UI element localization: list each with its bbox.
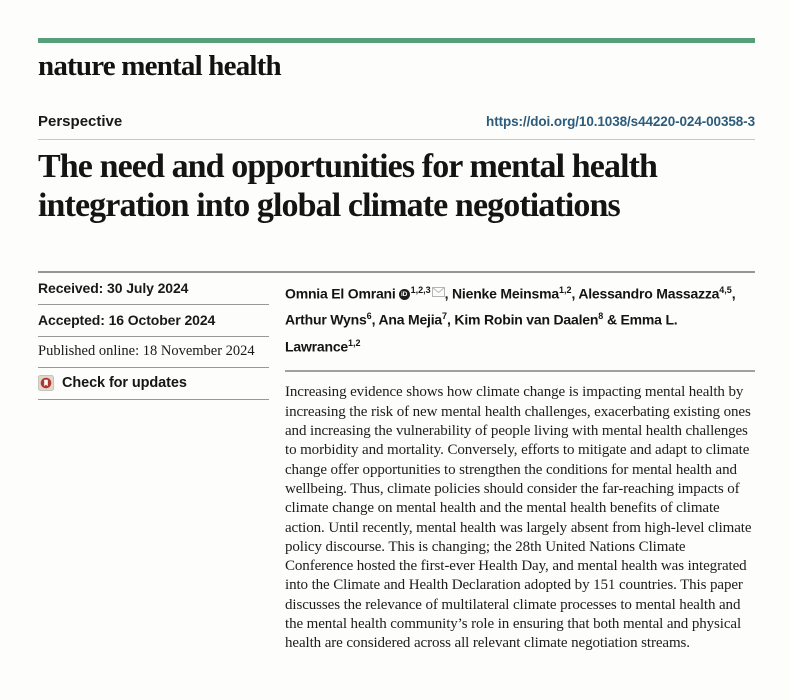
accepted-date: Accepted: 16 October 2024 [38,305,269,337]
orcid-icon[interactable]: iD [399,289,410,300]
article-title: The need and opportunities for mental health integration into global climate negotiations [38,147,658,224]
abstract-text: Increasing evidence shows how climate change is impacting mental health by increasing the risk of new mental health challenges, exacerbating existing ones and increasing the vulnerability of people living with mental health challenges to morbidity and mortality. Conversely, efforts to mitigate and adapt to climate change offer opportunities to strengthen the conditions for mental health and wellbeing. Thus, climate policies should consider the far-reaching impacts of climate change on mental health and the mental health benefits of climate action. Until recently, mental health was largely absent from high-level climate policy discourse. This is changing; the 28th United Nations Climate Conference hosted the first-ever Health Day, and mental health was integrated into the Climate and Health Declaration adopted by 151 countries. This paper discusses the relevance of multilateral climate processes to mental health and the mental health community’s role in ensuring that both mental and physical health are considered across all relevant climate negotiation streams. [285,384,752,652]
author-affiliation-superscript: 6 [366,311,372,322]
journal-wordmark: nature mental health [38,49,281,82]
received-date: Received: 30 July 2024 [38,273,269,305]
article-body-column [285,273,755,654]
check-for-updates-label: Check for updates [62,374,187,391]
author-affiliation-superscript: 1,2,3 [410,284,431,295]
article-metadata-column [38,273,269,654]
doi-link[interactable]: https://doi.org/10.1038/s44220-024-00358-3 [486,113,755,129]
envelope-icon[interactable] [432,287,445,297]
published-date: Published online: 18 November 2024 [38,337,269,368]
author-affiliation-superscript: 8 [598,311,604,322]
check-for-updates-button[interactable] [38,368,269,400]
article-type-row [38,113,755,130]
content-columns [38,271,755,654]
article-type-label: Perspective [38,112,123,130]
author-list: Omnia El Omrani iD$^{1,2,3}$ , Nienke Meinsma$^{1,2}$, Alessandro Massazza$^{4,5}$, Arthur Wyns$^6$, Ana Mejia$^7$, Kim Robin van Daalen$^8$ & Emma L. Lawrance$^{1,2}$ [285,273,755,373]
crossmark-icon [38,375,54,391]
brand-color-bar [38,38,755,43]
author-affiliation-superscript: 1,2 [558,284,572,295]
author-affiliation-superscript: 4,5 [719,284,732,295]
header-divider [38,139,755,140]
author-affiliation-superscript: 1,2 [348,337,361,348]
author-affiliation-superscript: 7 [442,311,448,322]
